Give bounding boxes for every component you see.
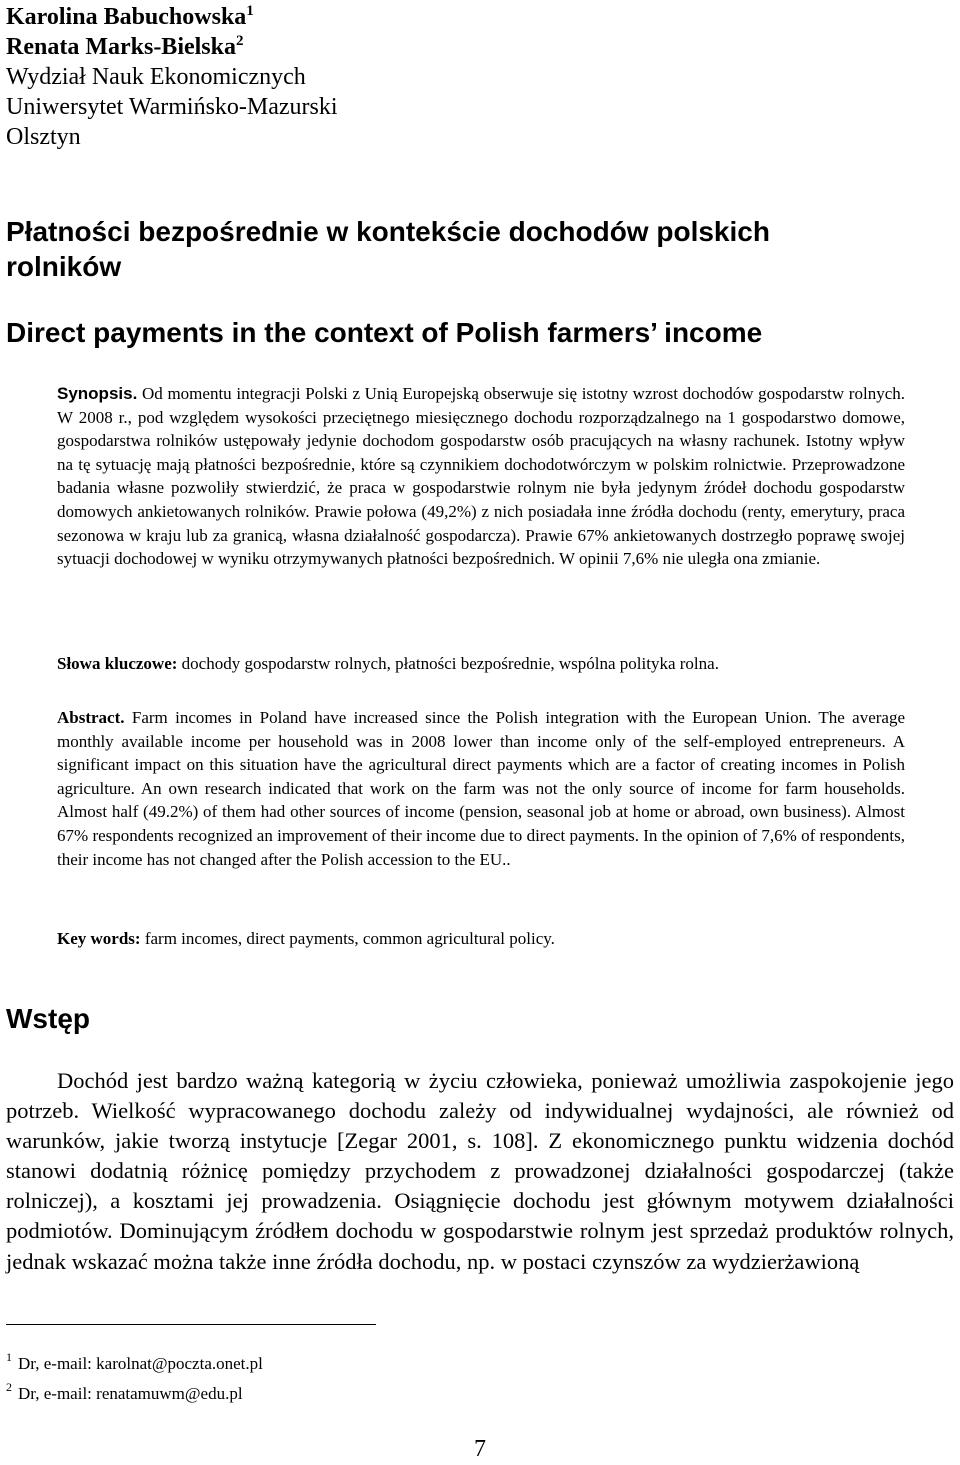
title-polish: Płatności bezpośrednie w kontekście dochodów polskich rolników	[6, 216, 770, 282]
title-english: Direct payments in the context of Polish farmers’ income	[6, 317, 763, 348]
affiliation-city: Olsztyn	[6, 124, 81, 150]
section-heading: Wstęp	[6, 1003, 90, 1034]
footnote-number: 1	[6, 1350, 12, 1364]
keywords-polish-text: dochody gospodarstw rolnych, płatności bezpośrednie, wspólna polityka rolna.	[177, 654, 719, 673]
page-number: 7	[474, 1436, 486, 1462]
intro-paragraph	[6, 1066, 954, 1277]
keywords-english-text: farm incomes, direct payments, common agricultural policy.	[140, 929, 555, 948]
synopsis-paragraph	[57, 382, 905, 571]
keywords-polish-label: Słowa kluczowe:	[57, 654, 178, 673]
footnote-marker: 1	[246, 3, 254, 19]
affiliation-faculty: Wydział Nauk Ekonomicznych	[6, 64, 306, 90]
abstract-label: Abstract.	[57, 708, 125, 727]
author-name: Renata Marks-Bielska$^2$	[6, 33, 244, 60]
footnote-separator	[6, 1324, 376, 1325]
footnote-marker: 2	[236, 33, 244, 49]
abstract-paragraph	[57, 706, 905, 871]
abstract-text: Farm incomes in Poland have increased since the Polish integration with the European Union. The average monthly available income per household was in 2008 lower than income only of the self-employed entrepreneurs. A significant impact on this situation have the agricultural direct payments which are a factor of creating incomes in Polish agriculture. An own research indicated that work on the farm was not the only source of income for farm households. Almost half (49.2%) of them had other sources of income (pension, seasonal job at home or abroad, own business). Almost 67% respondents recognized an improvement of their income due to direct payments. In the opinion of 7,6% of respondents, their income has not changed after the Polish accession to the EU..	[57, 708, 905, 869]
affiliation-university: Uniwersytet Warmińsko-Mazurski	[6, 94, 338, 120]
footnote-2	[6, 1376, 243, 1405]
keywords-english-label: Key words:	[57, 929, 141, 948]
footnote-text: Dr, e-mail: renatamuwm@edu.pl	[18, 1384, 243, 1403]
author-name: Karolina Babuchowska$^1$	[6, 3, 254, 30]
synopsis-label: Synopsis.	[57, 384, 138, 403]
author-block	[6, 2, 606, 152]
synopsis-text: Od momentu integracji Polski z Unią Europejską obserwuje się istotny wzrost dochodów gospodarstw rolnych. W 2008 r., pod względem wysokości przeciętnego miesięcznego dochodu rozporządzalnego na 1 gospodarstwo domowe, gospodarstwa rolników ustępowały jedynie dochodom gospodarstw osób pracujących na własny rachunek. Istotny wpływ na tę sytuację mają płatności bezpośrednie, które są czynnikiem dochodotwórczym w polskim rolnictwie. Przeprowadzone badania własne pozwoliły stwierdzić, że praca w gospodarstwie rolnym nie była jedynym źródeł dochodu gospodarstw domowych ankietowanych rolników. Prawie połowa (49,2%) z nich posiadała inne źródła dochodu (renty, emerytury, praca sezonowa w kraju lub za granicą, własna działalność gospodarcza). Prawie 67% ankietowanych dostrzegło poprawę swojej sytuacji dochodowej w wyniku otrzymywanych płatności bezpośrednich. W opinii 7,6% nie uległa ona zmianie.	[57, 384, 905, 569]
footnote-number: 2	[6, 1380, 12, 1394]
intro-text: Dochód jest bardzo ważną kategorią w życiu człowieka, ponieważ umożliwia zaspokojenie jego potrzeb. Wielkość wypracowanego dochodu zależy od indywidualnej wydajności, ale również od warunków, jakie tworzą instytucje [Zegar 2001, s. 108]. Z ekonomicznego punktu widzenia dochód stanowi dodatnią różnicę pomiędzy przychodem z prowadzonej działalności gospodarczej (także rolniczej), a kosztami jej prowadzenia. Osiągnięcie dochodu jest głównym motywem działalności podmiotów. Dominującym źródłem dochodu w gospodarstwie rolnym jest sprzedaż produktów rolnych, jednak wskazać można także inne źródła dochodu, np. w postaci czynszów za wydzierżawioną	[6, 1068, 954, 1274]
footnote-text: Dr, e-mail: karolnat@poczta.onet.pl	[18, 1354, 263, 1373]
keywords-english	[57, 927, 905, 951]
keywords-polish	[57, 652, 905, 676]
footnote-1	[6, 1346, 263, 1375]
